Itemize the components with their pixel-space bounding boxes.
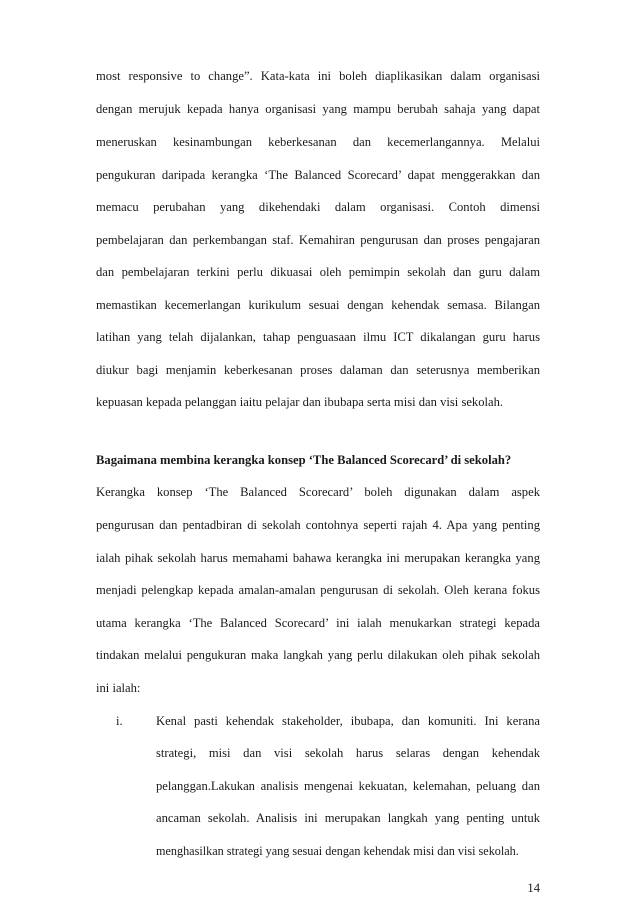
list-item-line: strategi, misi dan visi sekolah harus selaras dengan kehendak [156,746,540,760]
paragraph-line: utama kerangka ‘The Balanced Scorecard’ ini ialah menukarkan strategi kepada [96,616,540,630]
paragraph-line: dengan merujuk kepada hanya organisasi yang mampu berubah sahaja yang dapat [96,102,540,116]
paragraph-line: most responsive to change”. Kata-kata ini boleh diaplikasikan dalam organisasi [96,69,540,83]
list-item-line: pelanggan.Lakukan analisis mengenai kekuatan, kelemahan, peluang dan [156,779,540,793]
list-item-line: menghasilkan strategi yang sesuai dengan kehendak misi dan visi sekolah. [156,844,519,858]
paragraph-line: pengurusan dan pentadbiran di sekolah contohnya seperti rajah 4. Apa yang penting [96,518,540,532]
paragraph-line: meneruskan kesinambungan keberkesanan dan kecemerlangannya. Melalui [96,135,540,149]
paragraph-line: latihan yang telah dijalankan, tahap penguasaan ilmu ICT dikalangan guru harus [96,330,540,344]
paragraph-line: ialah pihak sekolah harus memahami bahawa kerangka ini merupakan kerangka yang [96,551,540,565]
section-heading: Bagaimana membina kerangka konsep ‘The Balanced Scorecard’ di sekolah? [96,453,512,467]
paragraph-line: pengukuran daripada kerangka ‘The Balanced Scorecard’ dapat menggerakkan dan [96,168,540,182]
paragraph-line: memastikan kecemerlangan kurikulum sesuai dengan kehendak semasa. Bilangan [96,298,540,312]
page-number: 14 [527,881,540,895]
list-item-line: Kenal pasti kehendak stakeholder, ibubapa, dan komuniti. Ini kerana [156,714,540,728]
paragraph-line: tindakan melalui pengukuran maka langkah yang perlu dilakukan oleh pihak sekolah [96,648,540,662]
paragraph-line: dan pembelajaran terkini perlu dikuasai oleh pemimpin sekolah dan guru dalam [96,265,540,279]
list-item-line: ancaman sekolah. Analisis ini merupakan langkah yang penting untuk [156,811,540,825]
paragraph-line: kepuasan kepada pelanggan iaitu pelajar dan ibubapa serta misi dan visi sekolah. [96,395,504,409]
paragraph-line: diukur bagi menjamin keberkesanan proses dalaman dan seterusnya memberikan [96,363,540,377]
paragraph-line: pembelajaran dan perkembangan staf. Kemahiran pengurusan dan proses pengajaran [96,233,540,247]
paragraph-line: menjadi pelengkap kepada amalan-amalan pengurusan di sekolah. Oleh kerana fokus [96,583,540,597]
paragraph-line: memacu perubahan yang dikehendaki dalam organisasi. Contoh dimensi [96,200,540,214]
paragraph-line: Kerangka konsep ‘The Balanced Scorecard’ boleh digunakan dalam aspek [96,485,540,499]
paragraph-line: ini ialah: [96,681,141,695]
list-marker: i. [116,714,123,728]
